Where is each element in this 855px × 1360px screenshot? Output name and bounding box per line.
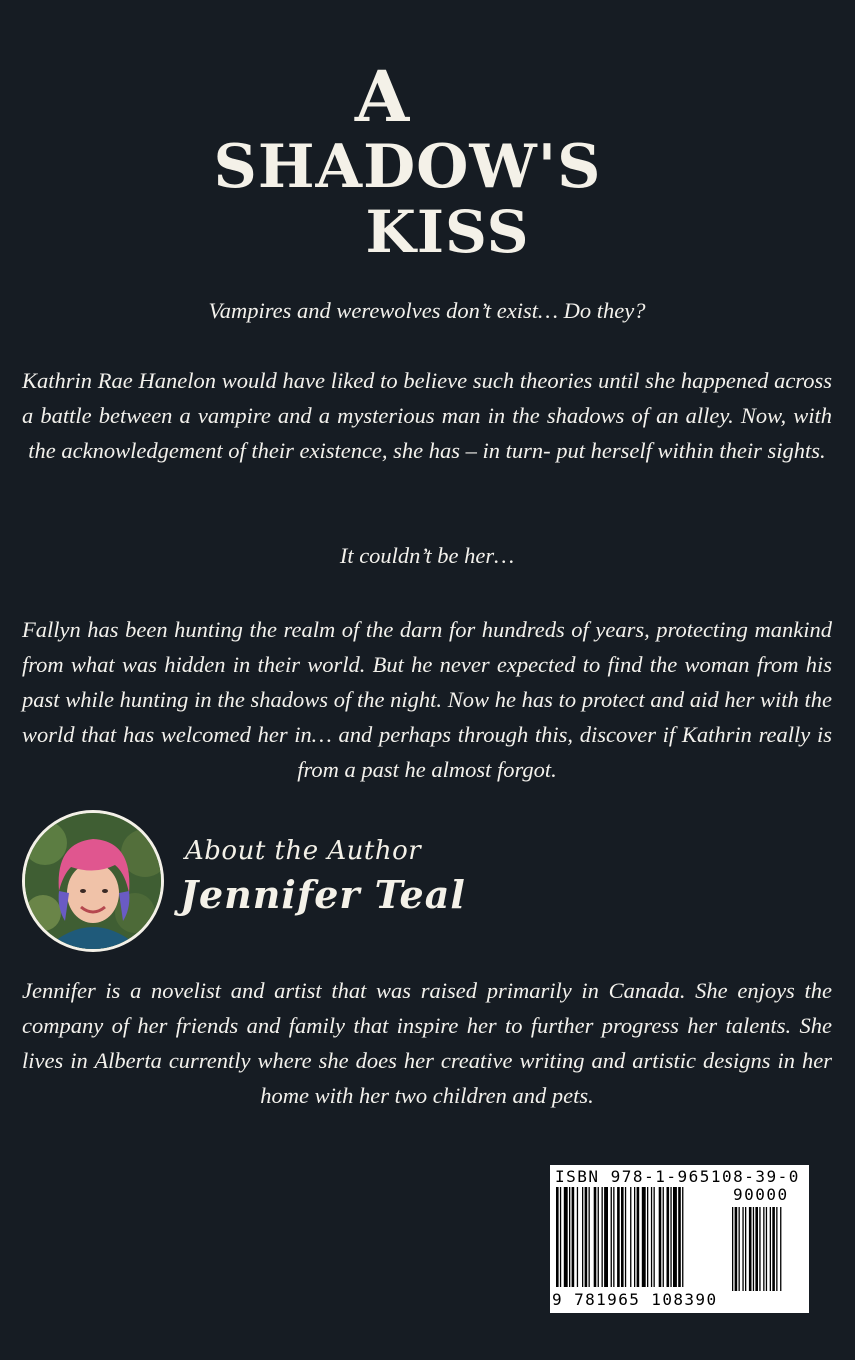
barcode-bar — [659, 1187, 662, 1287]
barcode-bar — [585, 1187, 588, 1287]
title-line-2: SHADOW'S — [213, 132, 602, 202]
blurb-paragraph-1: Kathrin Rae Hanelon would have liked to believe such theories until she happened across a battle between a vampire and a mysterious man in the shadows of an alley. Now, with the acknowledgement of their existence, she has – in turn- put herself within their sights. — [22, 368, 832, 463]
barcode-bar — [564, 1187, 568, 1287]
barcode-bar — [582, 1187, 583, 1287]
barcode-bar — [572, 1187, 575, 1287]
barcode-bar — [556, 1187, 559, 1287]
blurb-paragraph-2: Fallyn has been hunting the realm of the darn for hundreds of years, protecting mankind from what was hidden in their world. But he never expected to find the woman from his past while hunting in the shadows of the night. Now he has to protect and aid her with the world that has welcomed her in… and perhaps through this, discover if Kathrin really is from a past he almost forgot. — [22, 617, 832, 782]
book-title — [0, 55, 855, 266]
barcode-bar — [682, 1187, 683, 1287]
author-photo — [22, 810, 164, 952]
isbn-barcode — [550, 1165, 809, 1313]
barcode-bar — [617, 1187, 620, 1287]
barcode-bar — [678, 1187, 681, 1287]
about-author-heading: About the Author — [185, 836, 422, 866]
addon-bar — [749, 1207, 752, 1291]
barcode-bar — [630, 1187, 631, 1287]
author-portrait-image — [25, 813, 161, 949]
addon-bar — [766, 1207, 767, 1291]
barcode-bar — [621, 1187, 624, 1287]
addon-bar — [772, 1207, 775, 1291]
barcode-bar — [611, 1187, 612, 1287]
barcode-bar — [673, 1187, 677, 1287]
addon-bar — [759, 1207, 760, 1291]
blurb-tagline: Vampires and werewolves don’t exist… Do they? — [208, 298, 646, 323]
addon-bar — [745, 1207, 746, 1291]
barcode-bar — [598, 1187, 599, 1287]
author-name: Jennifer Teal — [180, 872, 466, 917]
addon-bar — [735, 1207, 738, 1291]
barcode-bar — [604, 1187, 608, 1287]
barcode-bar — [654, 1187, 655, 1287]
barcode-bar — [647, 1187, 648, 1287]
barcode-bar — [594, 1187, 597, 1287]
isbn-label: ISBN 978-1-965108-39-0 — [555, 1167, 800, 1186]
addon-bar — [742, 1207, 743, 1291]
barcode-bar — [589, 1187, 590, 1287]
author-bio: Jennifer is a novelist and artist that was raised primarily in Canada. She enjoys the company of her friends and family that inspire her to further progress her talents. She lives in Alberta currently where she does her creative writing and artistic designs in her home with her two children and pets. — [22, 978, 832, 1108]
addon-bar — [753, 1207, 754, 1291]
barcode-bar — [637, 1187, 640, 1287]
barcode-bar — [670, 1187, 671, 1287]
addon-bar — [770, 1207, 771, 1291]
addon-bar — [780, 1207, 781, 1291]
barcode-bar — [651, 1187, 652, 1287]
barcode-bar — [560, 1187, 561, 1287]
barcode-bar — [663, 1187, 664, 1287]
barcode-bar — [569, 1187, 570, 1287]
barcode-bar — [642, 1187, 646, 1287]
title-line-3: KISS — [365, 198, 530, 266]
addon-bar — [776, 1207, 777, 1291]
barcode-bar — [577, 1187, 578, 1287]
barcode-bar — [667, 1187, 670, 1287]
barcode-bar — [613, 1187, 614, 1287]
addon-bar — [755, 1207, 758, 1291]
addon-barcode-bars — [732, 1207, 781, 1291]
barcode-bar — [602, 1187, 603, 1287]
addon-bar — [732, 1207, 733, 1291]
addon-bar — [763, 1207, 764, 1291]
blurb-tagline-2: It couldn’t be her… — [339, 543, 515, 568]
price-code: 90000 — [733, 1185, 789, 1204]
barcode-digits: 9 781965 108390 — [552, 1290, 718, 1309]
main-barcode-bars — [556, 1187, 683, 1287]
title-line-1: A — [354, 55, 411, 138]
addon-bar — [739, 1207, 740, 1291]
barcode-bar — [625, 1187, 626, 1287]
barcode-bar — [634, 1187, 635, 1287]
